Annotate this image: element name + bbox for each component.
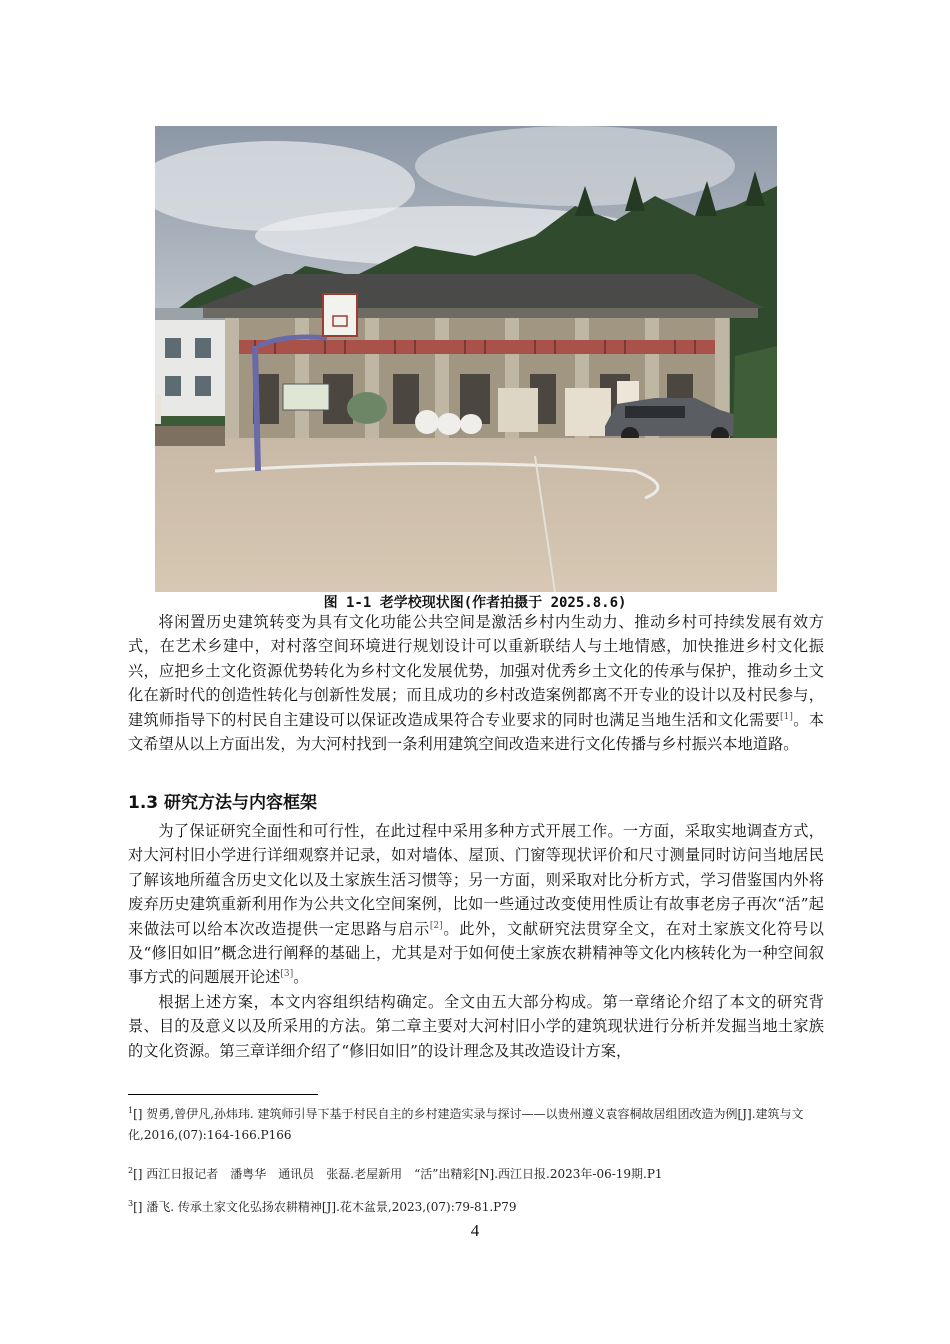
footnote-1 [128,1104,828,1146]
footnote-text: [] 西江日报记者 潘粤华 通讯员 张磊.老屋新用 “活”出精彩[N].西江日报.2023年-06-19期.P1 [133,1167,663,1181]
section-heading: 1.3 研究方法与内容框架 [128,793,318,813]
figure-caption: 图 1-1 老学校现状图(作者拍摄于 2025.8.6) [323,595,627,611]
footnote-mark: 3 [128,1199,134,1208]
paragraph-structure [128,990,824,1063]
footnote-3 [128,1197,828,1218]
citation-ref: [1] [780,711,793,722]
citation-ref: [2] [429,920,443,931]
paragraph-text: 。 [293,968,309,987]
paragraph-intro-conclusion [128,610,824,756]
citation-ref: [3] [280,969,294,980]
footnote-text: [] 潘飞. 传承土家文化弘扬农耕精神[J].花木盆景,2023,(07):79-81.P79 [133,1200,517,1214]
footnote-2 [128,1164,828,1185]
school-photo [155,126,777,592]
page-number: 4 [470,1221,480,1240]
footnote-text: [] 贺勇,曾伊凡,孙炜玮. 建筑师引导下基于村民自主的乡村建造实录与探讨——以贵州遵义袁容桐故居组团改造为例[J].建筑与文化,2016,(07):164-166.P166 [128,1107,804,1142]
paragraph-text: 。本文希望从以上方面出发，为大河村找到一条利用建筑空间改造来进行文化传播与乡村振兴本地道路。 [128,710,824,754]
paragraph-text: 。此外，文献研究法贯穿全文，在对土家族文化符号以及“修旧如旧”概念进行阐释的基础上，尤其是对于如何使土家族农耕精神等文化内核转化为一种空间叙事方式的问题展开论述 [128,919,825,987]
footnote-divider [128,1094,318,1095]
paragraph-methods [128,819,824,1063]
paragraph-text: 将闲置历史建筑转变为具有文化功能公共空间是激活乡村内生动力、推动乡村可持续发展有效方式，在艺术乡建中，对村落空间环境进行规划设计可以重新联结人与土地情感，加快推进乡村文化振兴，应把乡土文化资源优势转化为乡村文化发展优势，加强对优秀乡土文化的传承与保护，推动乡土文化在新时代的创造性转化与创新性发展；而且成功的乡村改造案例都离不开专业的设计以及村民参与，建筑师指导下的村民自主建设可以保证改造成果符合专业要求的同时也满足当地生活和文化需要 [128,613,824,729]
paragraph-text: 根据上述方案，本文内容组织结构确定。全文由五大部分构成。第一章绪论介绍了本文的研究背景、目的及意义以及所采用的方法。第二章主要对大河村旧小学的建筑现状进行分析并发掘当地土家族的文化资源。第三章详细介绍了“修旧如旧”的设计理念及其改造设计方案， [128,992,824,1060]
paragraph-text: 为了保证研究全面性和可行性，在此过程中采用多种方式开展工作。一方面，采取实地调查方式，对大河村旧小学进行详细观察并记录，如对墙体、屋顶、门窗等现状评价和尺寸测量同时访问当地居民了解该地所蕴含历史文化以及土家族生活习惯等；另一方面，则采取对比分析方式，学习借鉴国内外将废弃历史建筑重新利用作为公共文化空间案例，比如一些通过改变使用性质让有故事老房子再次“活”起来做法可以给本次改造提供一定思路与启示 [128,822,824,938]
footnote-mark: 1 [128,1106,134,1115]
footnote-mark: 2 [128,1166,134,1175]
